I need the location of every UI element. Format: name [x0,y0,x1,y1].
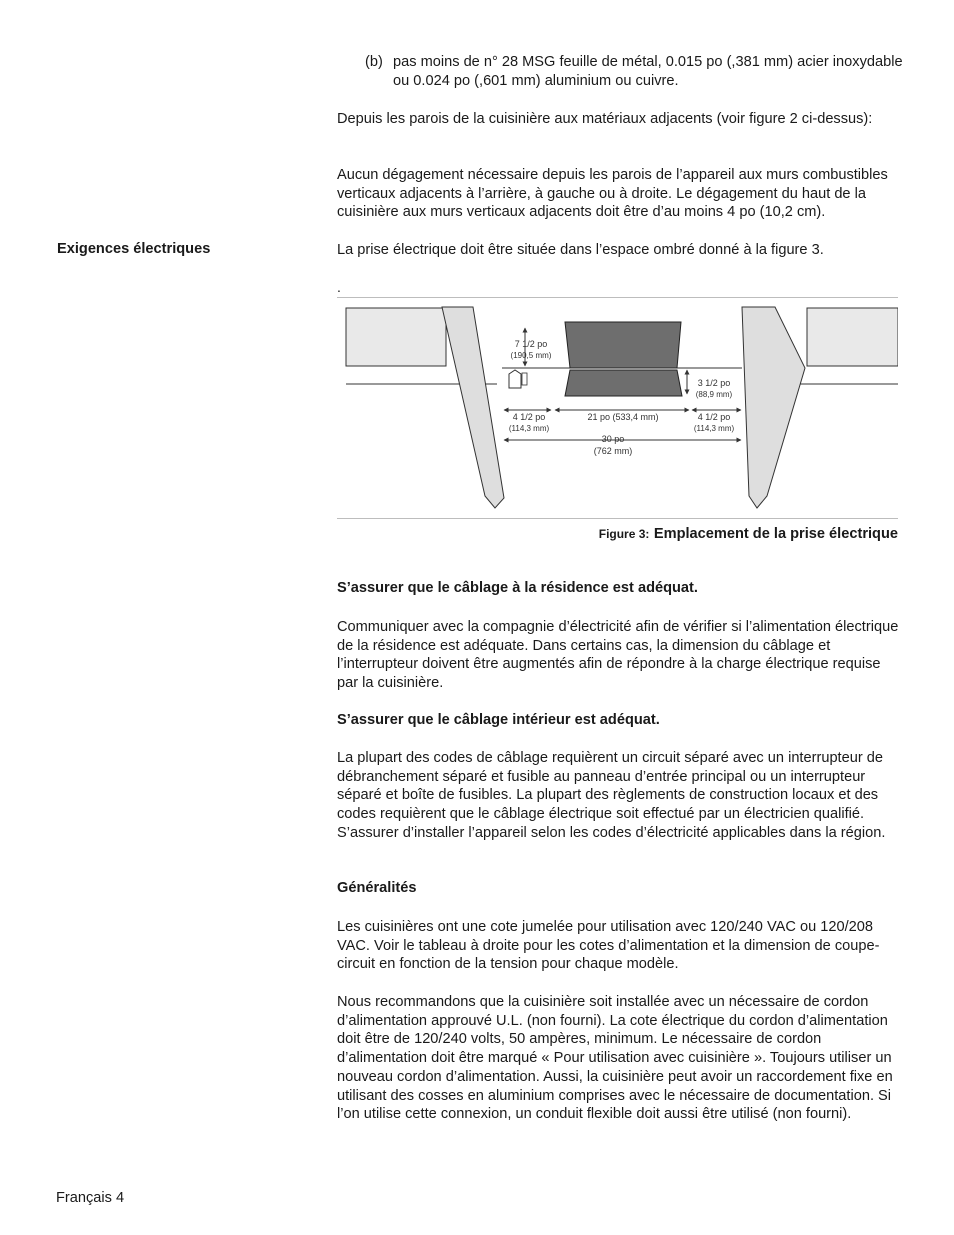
dim-right-side-mm: (114,3 mm) [693,424,735,433]
heading-residence: S’assurer que le câblage à la résidence est adéquat. [337,580,698,596]
outlet-area-upper [565,322,681,368]
dim-center-label: 21 po (533,4 mm) [587,412,659,422]
paragraph-parois: Depuis les parois de la cuisinière aux matériaux adjacents (voir figure 2 ci-dessus): [337,111,873,127]
dim-top-label: 7 1/2 po [514,339,548,349]
dim-right-label: 3 1/2 po [697,378,731,388]
paragraph-cordon: Nous recommandons que la cuisinière soit installée avec un nécessaire de cordon d’alimentation approuvé U.L. (non fourni). La cote électrique du cordon d’alimentation doit être de 120/240 volts, 50 ampères, minimum. Le nécessaire de cordon d’alimentation doit être marqué « Pour utilisation avec cuisinière ». Toujours utiliser un nouveau cordon d’alimentation. Aussi, la cuisinière peut avoir un raccordement fixe en utilisant des cosses en aluminium comprises avec le nécessaire de documentation. Si l’on utilise cette connexion, un conduit flexible doit aussi être utilisé (non fourni). [337,994,893,1123]
paragraph-residence: Communiquer avec la compagnie d’électricité afin de vérifier si l’alimentation électrique de la résidence est adéquate. Dans certains cas, la dimension du câblage et l’interrupteur doivent être augmentés afin de répondre à la charge électrique requise par la cuisinière. [337,619,899,692]
heading-interieur: S’assurer que le câblage intérieur est adéquat. [337,712,660,728]
section-heading-exigences: Exigences électriques [57,241,211,257]
side-panel-left [442,307,504,508]
side-panel-right [742,307,805,508]
dim-total-mm: (762 mm) [593,446,633,456]
paragraph-degagement: Aucun dégagement nécessaire depuis les parois de l’appareil aux murs combustibles verticaux adjacents à l’arrière, à gauche ou à droite. Le dégagement du haut de la cuisinière aux murs verticaux adjacents doit être d’au moins 4 po (10,2 cm). [337,167,888,221]
stray-dot: . [337,279,341,295]
paragraph-prise: La prise électrique doit être située dans l’espace ombré donné à la figure 3. [337,242,824,258]
page-footer: Français 4 [56,1190,125,1206]
heading-generalites: Généralités [337,880,417,896]
dim-total-label: 30 po [601,434,625,444]
paragraph-generalites: Les cuisinières ont une cote jumelée pour utilisation avec 120/240 VAC ou 120/208 VAC. Voir le tableau à droite pour les cotes d’alimentation et la dimension de coupe-circuit en fonction de la tension pour chaque modèle. [337,919,880,973]
paragraph-interieur: La plupart des codes de câblage requièrent un circuit séparé avec un interrupteur de débranchement séparé et fusible au panneau d’entrée principal ou un interrupteur séparé et boîte de fusibles. La plupart des règlements de construction locaux et des codes requièrent que le câblage électrique soit effectué par un électricien qualifié. S’assurer d’installer l’appareil selon les codes d’électricité applicables dans la région. [337,750,886,841]
figure-caption-label: Figure 3: [598,527,650,541]
outlet-area-lower [565,370,682,396]
figure-3-diagram [337,298,898,518]
figure-bottom-rule [337,518,898,519]
dim-right-mm: (88,9 mm) [695,390,733,399]
figure-caption [599,525,898,543]
outlet-icon [509,370,527,388]
figure-caption-text: Emplacement de la prise électrique [653,526,898,542]
dim-top-mm: (190,5 mm) [510,351,552,360]
dim-left-side-mm: (114,3 mm) [508,424,550,433]
dim-right-side-label: 4 1/2 po [697,412,731,422]
dim-left-side-label: 4 1/2 po [512,412,546,422]
list-marker: (b) [365,54,383,70]
list-item-text: pas moins de n° 28 MSG feuille de métal, 0.015 po (,381 mm) acier inoxydable ou 0.024 po (,601 mm) aluminium ou cuivre. [393,54,903,89]
